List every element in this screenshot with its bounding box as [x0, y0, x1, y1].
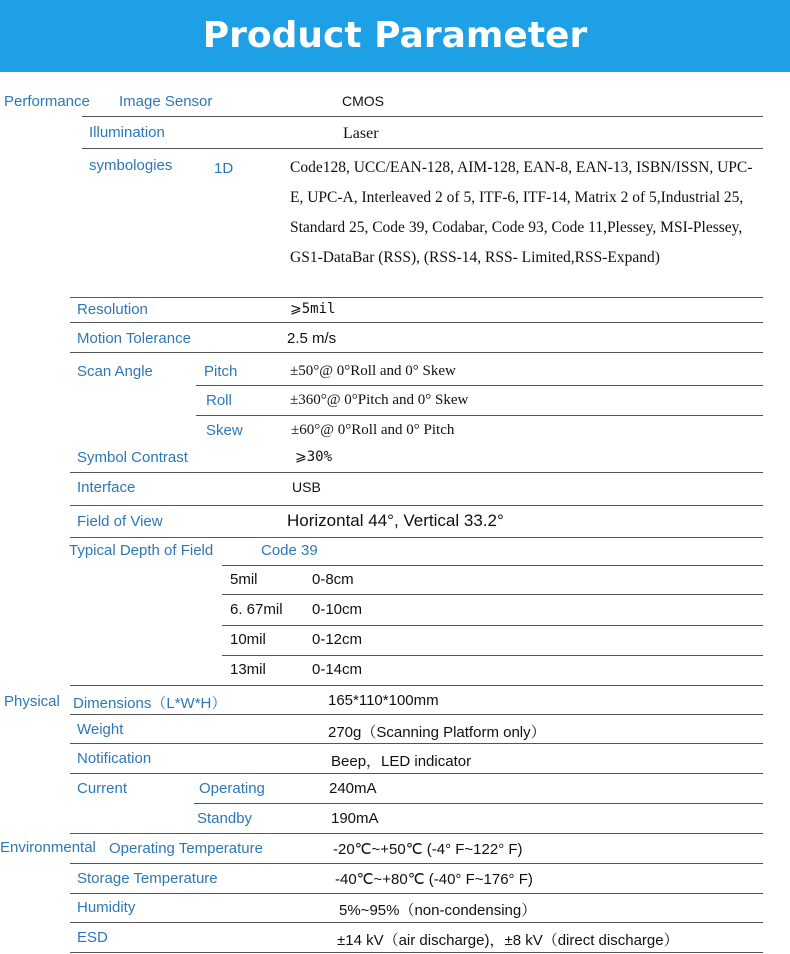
resolution-label: Resolution — [77, 301, 148, 318]
current-operating-label: Operating — [199, 780, 265, 797]
dimensions-label: Dimensions（L*W*H） — [73, 695, 227, 712]
illumination-label: Illumination — [89, 124, 165, 141]
divider — [70, 893, 763, 894]
operating-temperature-label: Operating Temperature — [109, 840, 263, 857]
divider — [70, 685, 763, 686]
dof-size: 6. 67mil — [230, 601, 283, 618]
interface-value: USB — [292, 479, 321, 495]
section-physical: Physical — [4, 693, 60, 710]
divider — [70, 714, 763, 715]
notification-label: Notification — [77, 750, 152, 767]
scan-angle-roll-value: ±360°@ 0°Pitch and 0° Skew — [290, 392, 469, 408]
dof-range: 0-10cm — [312, 601, 363, 618]
motion-tolerance-value: 2.5 m/s — [287, 330, 337, 347]
divider — [70, 352, 763, 353]
current-operating-value: 240mA — [329, 780, 377, 797]
divider — [70, 297, 763, 298]
dof-range: 0-8cm — [312, 571, 354, 588]
weight-value: 270g（Scanning Platform only） — [328, 724, 546, 741]
humidity-value: 5%~95%（non-condensing） — [339, 902, 537, 919]
motion-tolerance-label: Motion Tolerance — [77, 330, 191, 347]
storage-temperature-value: -40℃~+80℃ (-40° F~176° F) — [335, 871, 533, 888]
divider — [70, 863, 763, 864]
divider — [82, 116, 763, 117]
divider — [70, 922, 763, 923]
dof-size: 13mil — [230, 661, 266, 678]
weight-label: Weight — [77, 721, 124, 738]
image-sensor-value: CMOS — [342, 93, 384, 109]
notification-value: Beep，LED indicator — [331, 753, 472, 770]
operating-temperature-value: -20℃~+50℃ (-4° F~122° F) — [333, 841, 523, 858]
humidity-label: Humidity — [77, 899, 136, 916]
divider — [70, 322, 763, 323]
field-of-view-label: Field of View — [77, 513, 163, 530]
divider — [70, 472, 763, 473]
scan-angle-pitch-label: Pitch — [204, 363, 238, 380]
dof-size: 10mil — [230, 631, 266, 648]
scan-angle-skew-label: Skew — [206, 422, 243, 439]
current-label: Current — [77, 780, 128, 797]
divider — [70, 505, 763, 506]
divider — [196, 385, 763, 386]
current-standby-label: Standby — [197, 810, 253, 827]
scan-angle-label: Scan Angle — [77, 363, 153, 380]
divider — [222, 625, 763, 626]
symbol-contrast-label: Symbol Contrast — [77, 449, 188, 466]
esd-label: ESD — [77, 929, 108, 946]
symbologies-label: symbologies — [89, 157, 173, 174]
resolution-value: ⩾5mil — [290, 301, 336, 317]
section-environmental: Environmental — [0, 839, 96, 856]
esd-value: ±14 kV（air discharge)，±8 kV（direct discharge） — [337, 932, 679, 949]
interface-label: Interface — [77, 479, 136, 496]
divider — [82, 148, 763, 149]
divider — [70, 743, 763, 744]
symbologies-1d-label: 1D — [214, 160, 234, 177]
field-of-view-value: Horizontal 44°, Vertical 33.2° — [287, 511, 504, 530]
storage-temperature-label: Storage Temperature — [77, 870, 218, 887]
illumination-value: Laser — [343, 125, 379, 142]
page-title: Product Parameter — [202, 15, 588, 56]
scan-angle-skew-value: ±60°@ 0°Roll and 0° Pitch — [291, 422, 455, 438]
symbologies-value: Code128, UCC/EAN-128, AIM-128, EAN-8, EAN-13, ISBN/ISSN, UPC-E, UPC-A, Interleaved 2 of 5, ITF-6, ITF-14, Matrix 2 of 5,Industrial 25, Standard 25, Code 39, Codabar, Code 93, Code 11,Plessey, MSI-Plessey, GS1-DataBar (RSS), (RSS-14, RSS- Limited,RSS-Expand) — [290, 159, 753, 266]
dof-range: 0-14cm — [312, 661, 363, 678]
dof-range: 0-12cm — [312, 631, 363, 648]
current-standby-value: 190mA — [331, 810, 379, 827]
dimensions-value: 165*110*100mm — [328, 692, 439, 709]
depth-of-field-code39: Code 39 — [261, 542, 318, 559]
divider — [70, 537, 763, 538]
divider — [70, 952, 763, 953]
divider — [70, 833, 763, 834]
image-sensor-label: Image Sensor — [119, 93, 213, 110]
divider — [194, 803, 763, 804]
divider — [196, 415, 763, 416]
depth-of-field-label: Typical Depth of Field — [69, 542, 214, 559]
dof-size: 5mil — [230, 571, 258, 588]
divider — [222, 594, 763, 595]
header-banner — [0, 0, 790, 72]
section-performance: Performance — [4, 93, 90, 110]
scan-angle-roll-label: Roll — [206, 392, 232, 409]
scan-angle-pitch-value: ±50°@ 0°Roll and 0° Skew — [290, 363, 456, 379]
divider — [222, 565, 763, 566]
divider — [222, 655, 763, 656]
symbol-contrast-value: ⩾30% — [295, 449, 333, 465]
divider — [70, 773, 763, 774]
